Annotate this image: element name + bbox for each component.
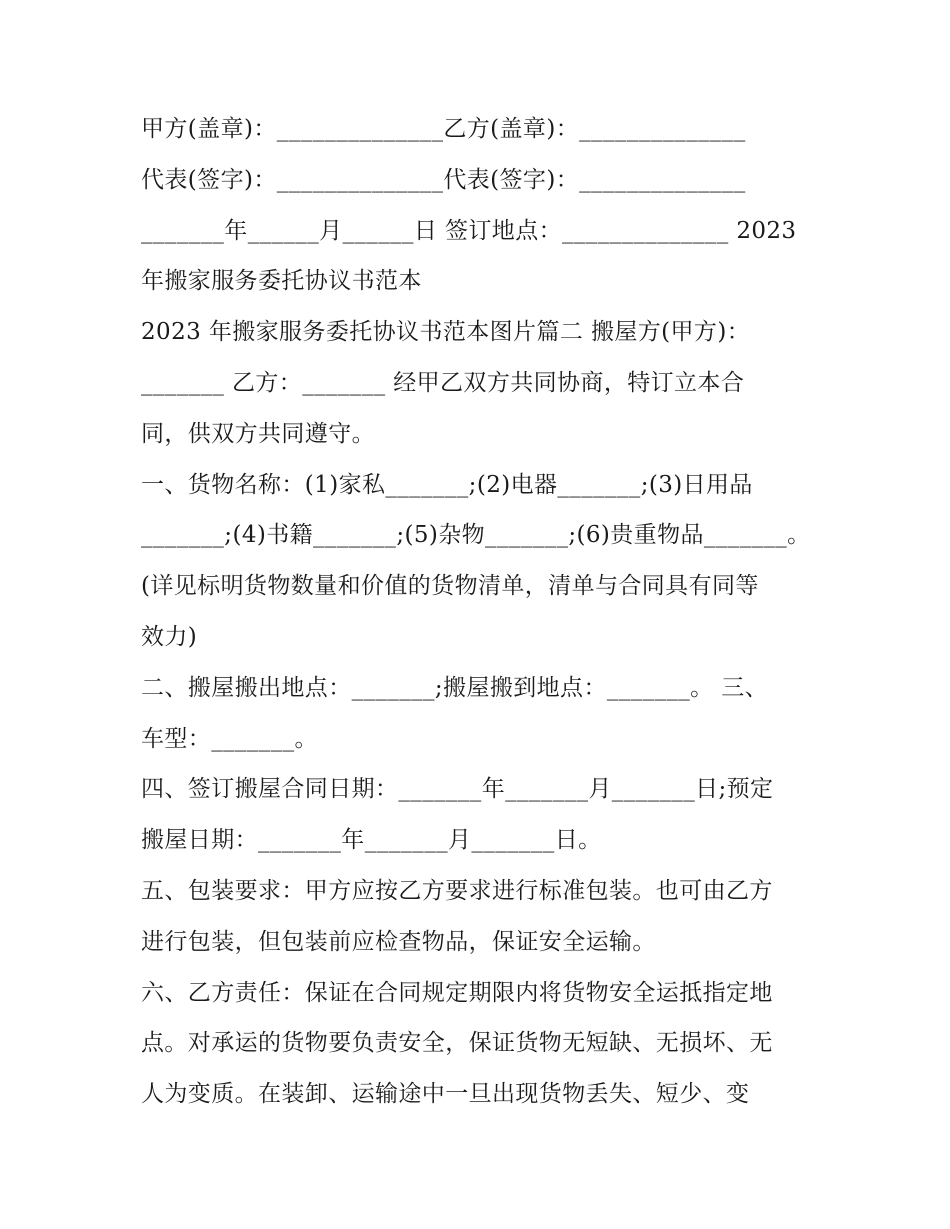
signature-party-line: 甲方(盖章)：______________乙方(盖章)：______________ <box>141 116 746 142</box>
clause-5-line-1: 五、包装要求：甲方应按乙方要求进行标准包装。也可由乙方 <box>141 877 773 904</box>
clause-1-line-2: _______;(4)书籍_______;(5)杂物_______;(6)贵重物品_______。 <box>141 522 811 549</box>
clause-1-line-1: 一、货物名称：(1)家私_______;(2)电器_______;(3)日用品 <box>141 471 753 498</box>
clause-4-line-1: 四、签订搬屋合同日期：_______年_______月_______日;预定 <box>141 776 774 803</box>
section-heading-line: 2023 年搬家服务委托协议书范本图片篇二 搬屋方(甲方)： <box>141 319 751 346</box>
clause-1-line-4: 效力) <box>141 623 198 650</box>
clause-6-line-1: 六、乙方责任：保证在合同规定期限内将货物安全运抵指定地 <box>141 979 773 1006</box>
document-title-line: 年搬家服务委托协议书范本 <box>141 268 422 295</box>
clause-6-line-2: 点。对承运的货物要负责安全，保证货物无短缺、无损坏、无 <box>141 1030 773 1057</box>
parties-line: _______ 乙方：_______ 经甲乙双方共同协商，特订立本合 <box>141 369 745 396</box>
clause-6-line-3: 人为变质。在装卸、运输途中一旦出现货物丢失、短少、变 <box>141 1081 750 1108</box>
clause-1-line-3: (详见标明货物数量和价值的货物清单，清单与合同具有同等 <box>141 573 759 600</box>
document-body <box>141 104 821 1120</box>
agreement-intro-line: 同，供双方共同遵守。 <box>141 420 375 447</box>
clause-4-line-2: 搬屋日期：_______年_______月_______日。 <box>141 827 602 854</box>
clause-3-line: 车型：_______。 <box>141 725 318 752</box>
clause-2-line-1: 二、搬屋搬出地点：_______;搬屋搬到地点：_______。 三、 <box>141 674 769 701</box>
signing-date-place-line: _______年______月______日 签订地点：______________ 2023 <box>141 217 797 244</box>
signature-representative-line: 代表(签字)：______________代表(签字)：______________ <box>141 166 746 193</box>
clause-5-line-2: 进行包装，但包装前应检查物品，保证安全运输。 <box>141 928 656 955</box>
